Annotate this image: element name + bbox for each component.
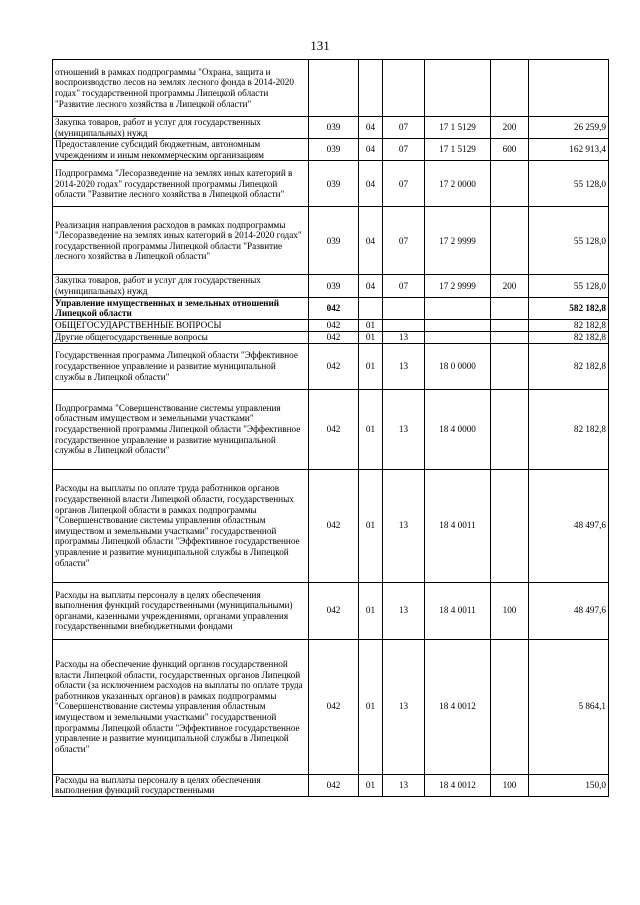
row-name: Расходы на выплаты персоналу в целях обеспечения выполнения функций государственными <box>53 774 309 796</box>
section-code: 04 <box>359 207 383 275</box>
target-article-code: 18 4 0012 <box>425 639 491 774</box>
dept-code: 042 <box>309 389 359 469</box>
section-code: 01 <box>359 389 383 469</box>
row-name: ОБЩЕГОСУДАРСТВЕННЫЕ ВОПРОСЫ <box>53 319 309 331</box>
row-name: Закупка товаров, работ и услуг для государственных (муниципальных) нужд <box>53 275 309 297</box>
table-row <box>53 469 609 582</box>
expense-type-code: 200 <box>491 117 529 139</box>
target-article-code: 17 2 9999 <box>425 275 491 297</box>
budget-table <box>52 59 609 797</box>
table-row <box>53 343 609 389</box>
amount: 48 497,6 <box>529 582 609 639</box>
section-code <box>359 297 383 319</box>
table-row <box>53 297 609 319</box>
subsection-code: 13 <box>383 331 425 343</box>
section-code: 04 <box>359 117 383 139</box>
subsection-code <box>383 297 425 319</box>
table-row <box>53 139 609 161</box>
row-name: Подпрограмма "Лесоразведение на землях иных категорий в 2014-2020 годах" государственной программы Липецкой области "Развитие лесного хозяйства в Липецкой области" <box>53 161 309 207</box>
section-code: 01 <box>359 469 383 582</box>
table-row <box>53 774 609 796</box>
table-row <box>53 389 609 469</box>
table-row <box>53 207 609 275</box>
dept-code <box>309 60 359 117</box>
subsection-code: 07 <box>383 207 425 275</box>
amount: 55 128,0 <box>529 207 609 275</box>
row-name: Другие общегосударственные вопросы <box>53 331 309 343</box>
target-article-code: 18 4 0012 <box>425 774 491 796</box>
expense-type-code <box>491 161 529 207</box>
amount: 5 864,1 <box>529 639 609 774</box>
dept-code: 039 <box>309 117 359 139</box>
target-article-code <box>425 319 491 331</box>
subsection-code: 13 <box>383 389 425 469</box>
dept-code: 042 <box>309 297 359 319</box>
subsection-code: 07 <box>383 161 425 207</box>
amount: 82 182,8 <box>529 343 609 389</box>
amount: 582 182,8 <box>529 297 609 319</box>
target-article-code: 17 2 0000 <box>425 161 491 207</box>
section-code: 01 <box>359 343 383 389</box>
target-article-code: 17 1 5129 <box>425 139 491 161</box>
target-article-code <box>425 331 491 343</box>
section-code: 04 <box>359 139 383 161</box>
target-article-code: 18 4 0000 <box>425 389 491 469</box>
target-article-code: 18 4 0011 <box>425 469 491 582</box>
section-code: 01 <box>359 582 383 639</box>
amount: 82 182,8 <box>529 389 609 469</box>
dept-code: 042 <box>309 582 359 639</box>
table-row <box>53 275 609 297</box>
expense-type-code <box>491 343 529 389</box>
subsection-code <box>383 319 425 331</box>
row-name: Управление имущественных и земельных отношений Липецкой области <box>53 297 309 319</box>
expense-type-code <box>491 639 529 774</box>
table-row <box>53 331 609 343</box>
expense-type-code <box>491 319 529 331</box>
row-name: Государственная программа Липецкой области "Эффективное государственное управление и развитие муниципальной службы в Липецкой области" <box>53 343 309 389</box>
amount: 150,0 <box>529 774 609 796</box>
section-code: 01 <box>359 319 383 331</box>
row-name: Предоставление субсидий бюджетным, автономным учреждениям и иным некоммерческим организациям <box>53 139 309 161</box>
table-row <box>53 319 609 331</box>
target-article-code <box>425 297 491 319</box>
subsection-code: 07 <box>383 139 425 161</box>
subsection-code: 13 <box>383 639 425 774</box>
dept-code: 039 <box>309 139 359 161</box>
row-name: Расходы на выплаты по оплате труда работников органов государственной власти Липецкой области, государственных органов Липецкой области в рамках подпрограммы "Совершенствование системы управления областным имуществом и земельными участками" государственной программы Липецкой области "Эффективное государственное управление и развитие муниципальной службы в Липецкой области" <box>53 469 309 582</box>
target-article-code: 18 0 0000 <box>425 343 491 389</box>
dept-code: 042 <box>309 343 359 389</box>
amount: 55 128,0 <box>529 275 609 297</box>
expense-type-code <box>491 331 529 343</box>
section-code <box>359 60 383 117</box>
expense-type-code <box>491 389 529 469</box>
expense-type-code <box>491 297 529 319</box>
subsection-code: 13 <box>383 343 425 389</box>
table-row <box>53 60 609 117</box>
section-code: 01 <box>359 331 383 343</box>
amount: 48 497,6 <box>529 469 609 582</box>
subsection-code: 13 <box>383 774 425 796</box>
subsection-code: 07 <box>383 275 425 297</box>
expense-type-code: 600 <box>491 139 529 161</box>
expense-type-code <box>491 469 529 582</box>
subsection-code <box>383 60 425 117</box>
amount: 162 913,4 <box>529 139 609 161</box>
target-article-code: 17 1 5129 <box>425 117 491 139</box>
dept-code: 042 <box>309 639 359 774</box>
expense-type-code: 100 <box>491 582 529 639</box>
table-row <box>53 117 609 139</box>
page-number: 131 <box>310 38 330 53</box>
row-name: Расходы на выплаты персоналу в целях обеспечения выполнения функций государственными (муниципальными) органами, казенными учреждениями, органами управления государственными внебюджетными фондами <box>53 582 309 639</box>
section-code: 04 <box>359 161 383 207</box>
amount: 55 128,0 <box>529 161 609 207</box>
table-body <box>53 60 609 797</box>
dept-code: 042 <box>309 774 359 796</box>
section-code: 01 <box>359 774 383 796</box>
dept-code: 039 <box>309 207 359 275</box>
row-name: Подпрограмма "Совершенствование системы управления областным имуществом и земельными участками" государственной программы Липецкой области "Эффективное государственное управление и развитие муниципальной службы в Липецкой области" <box>53 389 309 469</box>
dept-code: 042 <box>309 319 359 331</box>
expense-type-code: 200 <box>491 275 529 297</box>
amount: 82 182,8 <box>529 331 609 343</box>
row-name: Реализация направления расходов в рамках подпрограммы "Лесоразведение на землях иных категорий в 2014-2020 годах" государственной программы Липецкой области "Развитие лесного хозяйства в Липецкой области" <box>53 207 309 275</box>
target-article-code: 17 2 9999 <box>425 207 491 275</box>
row-name: отношений в рамках подпрограммы "Охрана, защита и воспроизводство лесов на землях лесного фонда в 2014-2020 годах" государственной программы Липецкой области "Развитие лесного хозяйства в Липецкой области" <box>53 60 309 117</box>
subsection-code: 07 <box>383 117 425 139</box>
amount: 26 259,9 <box>529 117 609 139</box>
subsection-code: 13 <box>383 582 425 639</box>
table-row <box>53 582 609 639</box>
row-name: Расходы на обеспечение функций органов государственной власти Липецкой области, государственных органов Липецкой области (за исключением расходов на выплаты по оплате труда работников указанных органов) в рамках подпрограммы "Совершенствование системы управления областным имуществом и земельными участками" государственной программы Липецкой области "Эффективное государственное управление и развитие муниципальной службы в Липецкой области" <box>53 639 309 774</box>
section-code: 01 <box>359 639 383 774</box>
subsection-code: 13 <box>383 469 425 582</box>
dept-code: 039 <box>309 161 359 207</box>
table-row <box>53 639 609 774</box>
target-article-code: 18 4 0011 <box>425 582 491 639</box>
dept-code: 039 <box>309 275 359 297</box>
dept-code: 042 <box>309 331 359 343</box>
row-name: Закупка товаров, работ и услуг для государственных (муниципальных) нужд <box>53 117 309 139</box>
expense-type-code: 100 <box>491 774 529 796</box>
expense-type-code <box>491 60 529 117</box>
table-row <box>53 161 609 207</box>
amount <box>529 60 609 117</box>
dept-code: 042 <box>309 469 359 582</box>
section-code: 04 <box>359 275 383 297</box>
amount: 82 182,8 <box>529 319 609 331</box>
expense-type-code <box>491 207 529 275</box>
target-article-code <box>425 60 491 117</box>
